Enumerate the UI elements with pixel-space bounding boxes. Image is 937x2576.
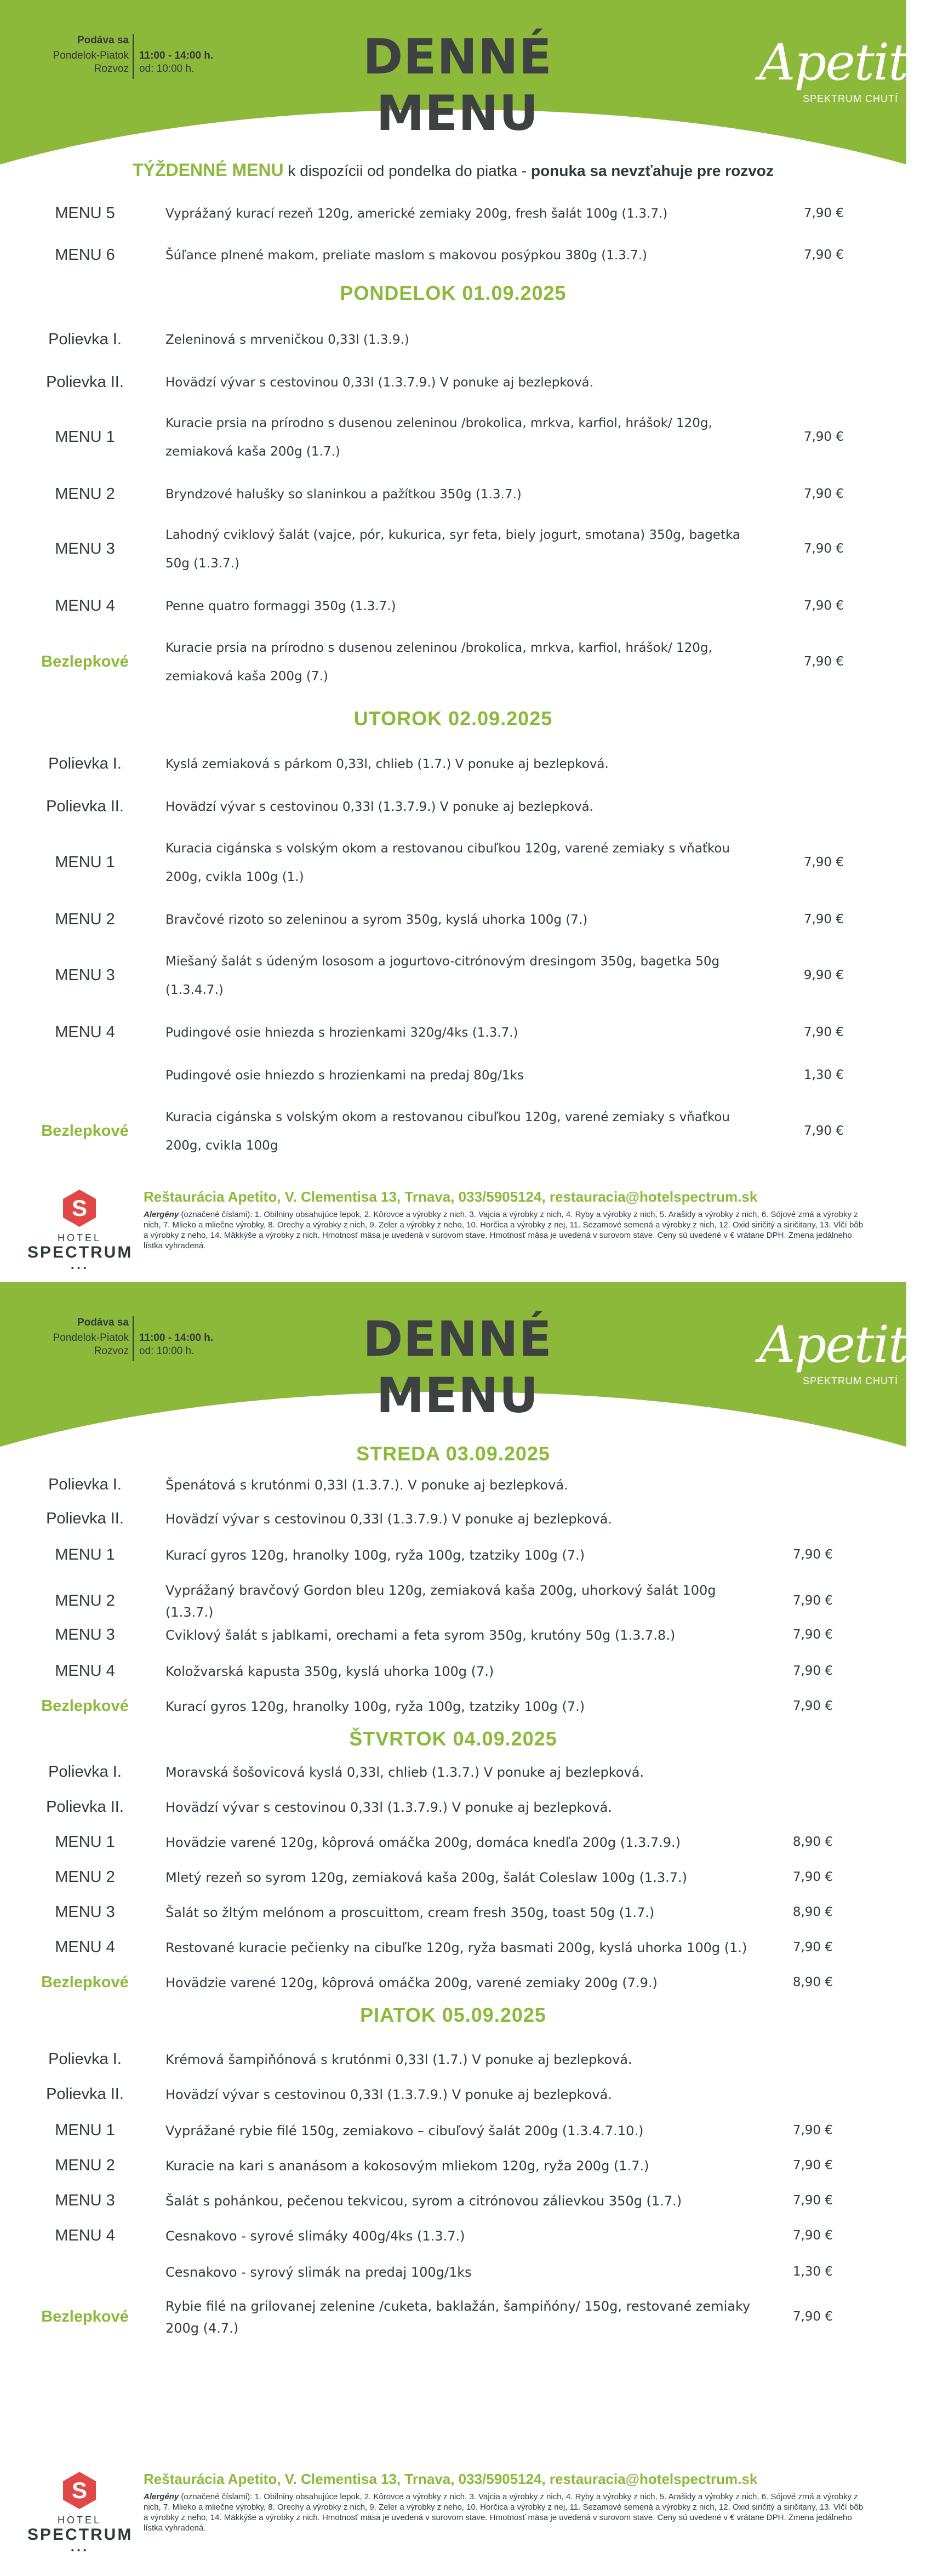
- serving-separator: [133, 1316, 134, 1361]
- spectrum-brand-label: SPECTRUM: [27, 2526, 133, 2544]
- menu-item-description: Moravská šošovicová kyslá 0,33l, chlieb (1.3.7.) V ponuke aj bezlepková.: [165, 1765, 644, 1780]
- menu-item-row: [0, 2190, 906, 2212]
- menu-item-row: [0, 521, 906, 578]
- menu-item-description: Kuracie na kari s ananásom a kokosovým mliekom 120g, ryža 200g (1.7.): [165, 2158, 649, 2174]
- day-heading: ŠTVRTOK 04.09.2025: [349, 1727, 557, 1750]
- menu-item-row: [0, 906, 906, 934]
- menu-item-price: 7,90 €: [803, 487, 844, 501]
- menu-item-label: MENU 4: [55, 597, 115, 615]
- menu-item-description: Kurací gyros 120g, hranolky 100g, ryža 100g, tzatziky 100g (7.): [165, 1548, 585, 1563]
- menu-item-price: 7,90 €: [803, 599, 844, 613]
- restaurant-contact: Reštaurácia Apetito, V. Clementisa 13, Trnava, 033/5905124, restauracia@hotelspectrum.sk: [144, 1189, 758, 1205]
- menu-item-description: Šúľance plnené makom, preliate maslom s makovou posýpkou 380g (1.3.7.): [165, 248, 647, 263]
- takeaway-label: Rozvoz: [94, 63, 129, 75]
- menu-item-price: 7,90 €: [803, 206, 844, 220]
- menu-item-row: [0, 1761, 906, 1783]
- menu-item-row: [0, 793, 906, 821]
- takeaway-value: od: 10:00 h.: [139, 1345, 195, 1357]
- spectrum-logo: [27, 2472, 132, 2560]
- menu-item-row: [0, 1544, 906, 1566]
- menu-item-price: 8,90 €: [792, 1835, 833, 1849]
- menu-item-description: Bryndzové halušky so slaninkou a pažítkou 350g (1.3.7.): [165, 487, 522, 502]
- menu-item-label: MENU 1: [55, 854, 115, 871]
- day-heading: PONDELOK 01.09.2025: [340, 282, 567, 304]
- allergens-lead: Alergény: [144, 1210, 179, 1219]
- page-footer: [0, 2466, 906, 2576]
- menu-item-price: 7,90 €: [803, 912, 844, 926]
- svg-text:S: S: [71, 2477, 88, 2503]
- menu-item-label: Polievka II.: [46, 798, 124, 815]
- spectrum-hotel-label: HOTEL: [57, 2515, 101, 2526]
- menu-item-description: Bravčové rizoto so zeleninou a syrom 350g, kyslá uhorka 100g (7.): [165, 913, 588, 927]
- takeaway-value: od: 10:00 h.: [139, 63, 195, 75]
- page-title: DENNÉ MENU: [363, 1311, 552, 1424]
- menu-item-label: MENU 3: [55, 540, 115, 558]
- menu-item-description: Šalát so žltým melónom a proscuittom, cream fresh 350g, toast 50g (1.7.): [165, 1905, 655, 1920]
- menu-item-description: Hovädzie varené 120g, kôprová omáčka 200g, varené zemiaky 200g (7.9.): [165, 1975, 658, 1991]
- menu-item-description: Hovädzí vývar s cestovinou 0,33l (1.3.7.9.) V ponuke aj bezlepková.: [165, 800, 593, 814]
- menu-item-price: 7,90 €: [792, 1594, 833, 1608]
- weekly-title: TÝŽDENNÉ MENU: [133, 160, 284, 180]
- menu-item-price: 1,30 €: [792, 2265, 833, 2279]
- menu-item-description: Cesnakovo - syrový slimák na predaj 100g/1ks: [165, 2265, 472, 2280]
- menu-item-description: Pudingové osie hniezda s hrozienkami 320g/4ks (1.3.7.): [165, 1026, 518, 1040]
- menu-item-label: Polievka II.: [46, 2085, 124, 2103]
- page-header: [0, 1282, 937, 1458]
- menu-item-description: Hovädzí vývar s cestovinou 0,33l (1.3.7.9.) V ponuke aj bezlepková.: [165, 1800, 612, 1815]
- menu-item-row: [0, 1796, 906, 1818]
- menu-item-price: 9,90 €: [803, 968, 844, 982]
- menu-item-description: Kuracie prsia na prírodno s dusenou zeleninou /brokolica, mrkva, karfiol, hrášok/ 120g, zemiaková kaša 200g (1.7.): [165, 416, 712, 459]
- menu-item-row: [0, 480, 906, 509]
- menu-item-label: MENU 5: [55, 204, 115, 222]
- menu-item-label: MENU 2: [55, 1592, 115, 1610]
- menu-item-row: [0, 409, 906, 466]
- menu-item-label: Bezlepkové: [41, 1974, 129, 1991]
- menu-item-description: Pudingové osie hniezdo s hrozienkami na predaj 80g/1ks: [165, 1068, 524, 1083]
- spectrum-hotel-label: HOTEL: [57, 1232, 101, 1243]
- menu-item-row: [0, 1474, 906, 1496]
- menu-item-row: [0, 2084, 906, 2106]
- weekly-text: k dispozícii od pondelka do piatka -: [288, 162, 527, 179]
- serving-title: Podáva sa: [77, 1317, 129, 1328]
- spectrum-dots: •••: [70, 1264, 89, 1273]
- menu-item-row: [0, 2225, 906, 2247]
- menu-item-description: Koložvarská kapusta 350g, kyslá uhorka 100g (7.): [165, 1664, 494, 1679]
- menu-item-price: 7,90 €: [792, 1940, 833, 1954]
- menu-item-label: Polievka I.: [48, 755, 122, 772]
- menu-item-label: Polievka I.: [48, 1476, 122, 1493]
- menu-item-label: MENU 4: [55, 1938, 115, 1956]
- menu-item-description: Špenátová s krutónmi 0,33l (1.3.7.). V ponuke aj bezlepková.: [165, 1477, 568, 1493]
- menu-item-label: Polievka II.: [46, 373, 124, 391]
- menu-item-row: [0, 750, 906, 778]
- day-heading: STREDA 03.09.2025: [356, 1442, 550, 1465]
- menu-item-description: Vyprážaný bravčový Gordon bleu 120g, zemiaková kaša 200g, uhorkový šalát 100g (1.3.7.): [165, 1583, 716, 1620]
- menu-item-row: [0, 1579, 906, 1623]
- day-heading: UTOROK 02.09.2025: [353, 707, 553, 730]
- menu-item-description: Vyprážaný kurací rezeň 120g, americké zemiaky 200g, fresh šalát 100g (1.3.7.): [165, 207, 668, 221]
- allergens-text: (označené číslami): 1. Obilniny obsahujúce lepok, 2. Kôrovce a výrobky z nich, 3. Vajcia a výrobky z nich, 4. Ryby a výrobky z nich, 5. Arašidy a výrobky z nich, 6. Sójové zrná a výrobky z nich, 7. Mlieko a mliečne výrobky, 8. Orechy a výrobky z nich, 9. Zeler a výrobky z neho, 10. Horčica a výrobky z nej, 11. Sezamové semená a výrobky z nich, 12. Oxid siričitý a siričitany, 13. Vlčí bôb a výrobky z neho, 14. Mäkkýše a výrobky z nich. Hmotnosť mäsa je uvedená v surovom stave. Hmotnosť mäsa je uvedená v surovom stave. Ceny sú uvedené v € vrátane DPH. Zmena jedálneho lístka vyhradená.: [144, 2492, 864, 2533]
- menu-item-row: [0, 368, 906, 397]
- allergens-note: [144, 2492, 867, 2533]
- menu-item-description: Kyslá zemiaková s párkom 0,33l, chlieb (1.7.) V ponuke aj bezlepková.: [165, 757, 609, 771]
- menu-item-label: MENU 1: [55, 428, 115, 446]
- menu-item-description: Kuracia cigánska s volským okom a restovanou cibuľkou 120g, varené zemiaky s vňaťkou 200g, cvikla 100g: [165, 1110, 730, 1153]
- menu-item-label: MENU 2: [55, 911, 115, 928]
- spectrum-hexagon-icon: [63, 2472, 96, 2509]
- apetito-logo: [759, 33, 937, 115]
- serving-separator: [133, 34, 134, 79]
- menu-item-label: Bezlepkové: [41, 1122, 129, 1140]
- menu-item-label: MENU 4: [55, 1662, 115, 1680]
- takeaway-label: Rozvoz: [94, 1345, 129, 1357]
- menu-item-description: Lahodný cviklový šalát (vajce, pór, kukurica, syr feta, biely jogurt, smotana) 350g, bagetka 50g (1.3.7.): [165, 528, 740, 571]
- spectrum-hexagon-icon: [63, 1190, 96, 1227]
- menu-item-price: 8,90 €: [792, 1905, 833, 1919]
- menu-item-row: [0, 2261, 906, 2283]
- allergens-text: (označené číslami): 1. Obilniny obsahujúce lepok, 2. Kôrovce a výrobky z nich, 3. Vajcia a výrobky z nich, 4. Ryby a výrobky z nich, 5. Arašidy a výrobky z nich, 6. Sójové zrná a výrobky z nich, 7. Mlieko a mliečne výrobky, 8. Orechy a výrobky z nich, 9. Zeler a výrobky z neho, 10. Horčica a výrobky z nej, 11. Sezamové semená a výrobky z nich, 12. Oxid siričitý a siričitany, 13. Vlčí bôb a výrobky z neho, 14. Mäkkýše a výrobky z nich. Hmotnosť mäsa je uvedená v surovom stave. Hmotnosť mäsa je uvedená v surovom stave. Ceny sú uvedené v € vrátane DPH. Zmena jedálneho lístka vyhradená.: [144, 1210, 864, 1250]
- menu-item-price: 7,90 €: [803, 1124, 844, 1138]
- logo-script: Apetito: [759, 33, 937, 92]
- weekly-menu-heading: [0, 160, 906, 180]
- menu-item-row: [0, 1019, 906, 1047]
- menu-item-price: 7,90 €: [792, 1664, 833, 1678]
- menu-item-description: Hovädzí vývar s cestovinou 0,33l (1.3.7.9.) V ponuke aj bezlepková.: [165, 2087, 612, 2102]
- serving-days-value: 11:00 - 14:00 h.: [139, 50, 214, 61]
- menu-item-row: [0, 834, 906, 891]
- menu-item-label: MENU 1: [55, 1833, 115, 1851]
- serving-days-label: Pondelok-Piatok: [53, 50, 129, 61]
- menu-item-label: Bezlepkové: [41, 1697, 129, 1715]
- menu-item-label: MENU 4: [55, 2227, 115, 2244]
- menu-item-description: Kurací gyros 120g, hranolky 100g, ryža 100g, tzatziky 100g (7.): [165, 1699, 585, 1714]
- menu-item-row: [0, 1103, 906, 1160]
- logo-subtitle: SPEKTRUM CHUTÍ: [803, 93, 899, 104]
- menu-item-price: 7,90 €: [792, 2123, 833, 2137]
- menu-item-price: 8,90 €: [792, 1975, 833, 1989]
- menu-item-description: Penne quatro formaggi 350g (1.3.7.): [165, 599, 396, 613]
- menu-item-row: [0, 2155, 906, 2177]
- menu-item-description: Miešaný šalát s údeným lososom a jogurtovo-citrónovým dresingom 350g, bagetka 50g (1.3.4.7.): [165, 954, 720, 997]
- menu-item-label: MENU 2: [55, 2157, 115, 2174]
- restaurant-contact: Reštaurácia Apetito, V. Clementisa 13, Trnava, 033/5905124, restauracia@hotelspectrum.sk: [144, 2471, 758, 2487]
- menu-item-row: [0, 1832, 906, 1853]
- menu-item-row: [0, 947, 906, 1004]
- serving-days-label: Pondelok-Piatok: [53, 1332, 129, 1344]
- menu-item-description: Cesnakovo - syrové slimáky 400g/4ks (1.3.7.): [165, 2228, 465, 2244]
- weekly-note: ponuka sa nevzťahuje pre rozvoz: [531, 162, 774, 179]
- menu-item-price: 7,90 €: [792, 1628, 833, 1642]
- spectrum-brand-label: SPECTRUM: [27, 1243, 133, 1261]
- menu-item-label: Polievka I.: [48, 2050, 122, 2068]
- menu-item-label: MENU 4: [55, 1023, 115, 1041]
- allergens-lead: Alergény: [144, 2492, 179, 2501]
- menu-item-row: [0, 634, 906, 691]
- menu-item-price: 7,90 €: [792, 1548, 833, 1562]
- apetito-logo: [759, 1315, 937, 1397]
- menu-page-1: [0, 0, 937, 1282]
- menu-item-row: [0, 200, 906, 228]
- menu-item-row: [0, 2295, 906, 2339]
- logo-script: Apetito: [759, 1315, 937, 1374]
- menu-item-price: 7,90 €: [792, 2310, 833, 2324]
- menu-item-description: Šalát s pohánkou, pečenou tekvicou, syrom a citrónovou zálievkou 350g (1.7.): [165, 2193, 682, 2209]
- spectrum-dots: •••: [70, 2546, 89, 2555]
- menu-item-label: MENU 1: [55, 2122, 115, 2139]
- menu-item-description: Restované kuracie pečienky na cibuľke 120g, ryža basmati 200g, kyslá uhorka 100g (1.): [165, 1940, 747, 1955]
- menu-item-row: [0, 1508, 906, 1530]
- menu-item-label: MENU 3: [55, 1903, 115, 1921]
- menu-page-2: [0, 1282, 937, 2564]
- menu-item-price: 7,90 €: [803, 655, 844, 669]
- page-title: DENNÉ MENU: [363, 29, 552, 141]
- menu-item-label: Polievka II.: [46, 1798, 124, 1816]
- serving-title: Podáva sa: [77, 35, 129, 46]
- menu-item-row: [0, 326, 906, 354]
- menu-item-label: MENU 3: [55, 1626, 115, 1644]
- logo-subtitle: SPEKTRUM CHUTÍ: [803, 1375, 899, 1386]
- menu-item-price: 7,90 €: [792, 2158, 833, 2173]
- menu-item-label: Bezlepkové: [41, 653, 129, 670]
- menu-item-description: Hovädzí vývar s cestovinou 0,33l (1.3.7.9.) V ponuke aj bezlepková.: [165, 376, 593, 390]
- menu-item-description: Vyprážané rybie filé 150g, zemiakovo – cibuľový šalát 200g (1.3.4.7.10.): [165, 2123, 644, 2139]
- menu-item-description: Kuracie prsia na prírodno s dusenou zeleninou /brokolica, mrkva, karfiol, hrášok/ 120g, zemiaková kaša 200g (7.): [165, 641, 712, 684]
- menu-item-description: Rybie filé na grilovanej zelenine /cuketa, baklažán, šampiňóny/ 150g, restované zemiaky 200g (4.7.): [165, 2299, 751, 2336]
- spectrum-logo: [27, 1190, 132, 1277]
- menu-item-price: 7,90 €: [803, 855, 844, 869]
- menu-item-price: 7,90 €: [792, 1870, 833, 1884]
- menu-item-row: [0, 1902, 906, 1924]
- menu-item-row: [0, 1937, 906, 1959]
- menu-item-label: MENU 2: [55, 485, 115, 503]
- menu-item-description: Hovädzí vývar s cestovinou 0,33l (1.3.7.9.) V ponuke aj bezlepková.: [165, 1511, 612, 1527]
- menu-item-price: 7,90 €: [792, 1699, 833, 1713]
- menu-item-price: 7,90 €: [792, 2228, 833, 2243]
- menu-item-row: [0, 1972, 906, 1994]
- menu-item-label: MENU 3: [55, 2192, 115, 2209]
- menu-item-price: 7,90 €: [803, 1025, 844, 1039]
- menu-item-description: Cviklový šalát s jablkami, orechami a feta syrom 350g, krutóny 50g (1.3.7.8.): [165, 1628, 676, 1643]
- allergens-note: [144, 1209, 867, 1251]
- menu-item-row: [0, 1661, 906, 1682]
- menu-item-row: [0, 1867, 906, 1889]
- menu-item-price: 7,90 €: [792, 2193, 833, 2208]
- page-header: [0, 0, 937, 175]
- menu-item-label: Polievka II.: [46, 1510, 124, 1527]
- menu-item-row: [0, 2120, 906, 2142]
- menu-item-label: MENU 2: [55, 1868, 115, 1886]
- menu-item-label: MENU 1: [55, 1546, 115, 1563]
- serving-days-value: 11:00 - 14:00 h.: [139, 1332, 214, 1344]
- menu-item-description: Hovädzie varené 120g, kôprová omáčka 200g, domáca knedľa 200g (1.3.7.9.): [165, 1835, 681, 1850]
- menu-item-label: Polievka I.: [48, 1763, 122, 1781]
- menu-item-label: Polievka I.: [48, 331, 122, 348]
- menu-item-row: [0, 592, 906, 621]
- menu-item-label: MENU 6: [55, 246, 115, 264]
- menu-item-row: [0, 241, 906, 270]
- menu-item-description: Krémová šampiňónová s krutónmi 0,33l (1.7.) V ponuke aj bezlepková.: [165, 2052, 632, 2067]
- menu-item-row: [0, 1624, 906, 1646]
- menu-item-row: [0, 1696, 906, 1718]
- svg-text:S: S: [71, 1195, 88, 1221]
- menu-item-row: [0, 1061, 906, 1090]
- menu-item-description: Mletý rezeň so syrom 120g, zemiaková kaša 200g, šalát Coleslaw 100g (1.3.7.): [165, 1870, 687, 1885]
- menu-item-label: MENU 3: [55, 966, 115, 984]
- menu-item-price: 1,30 €: [803, 1068, 844, 1082]
- menu-item-description: Kuracia cigánska s volským okom a restovanou cibuľkou 120g, varené zemiaky s vňaťkou 200g, cvikla 100g (1.): [165, 841, 730, 884]
- page-footer: [0, 1184, 906, 1294]
- menu-item-row: [0, 2049, 906, 2071]
- day-heading: PIATOK 05.09.2025: [360, 2004, 546, 2026]
- menu-item-label: Bezlepkové: [41, 2308, 129, 2325]
- menu-item-description: Zeleninová s mrveničkou 0,33l (1.3.9.): [165, 333, 409, 347]
- menu-item-price: 7,90 €: [803, 248, 844, 262]
- menu-item-price: 7,90 €: [803, 542, 844, 556]
- menu-item-price: 7,90 €: [803, 430, 844, 444]
